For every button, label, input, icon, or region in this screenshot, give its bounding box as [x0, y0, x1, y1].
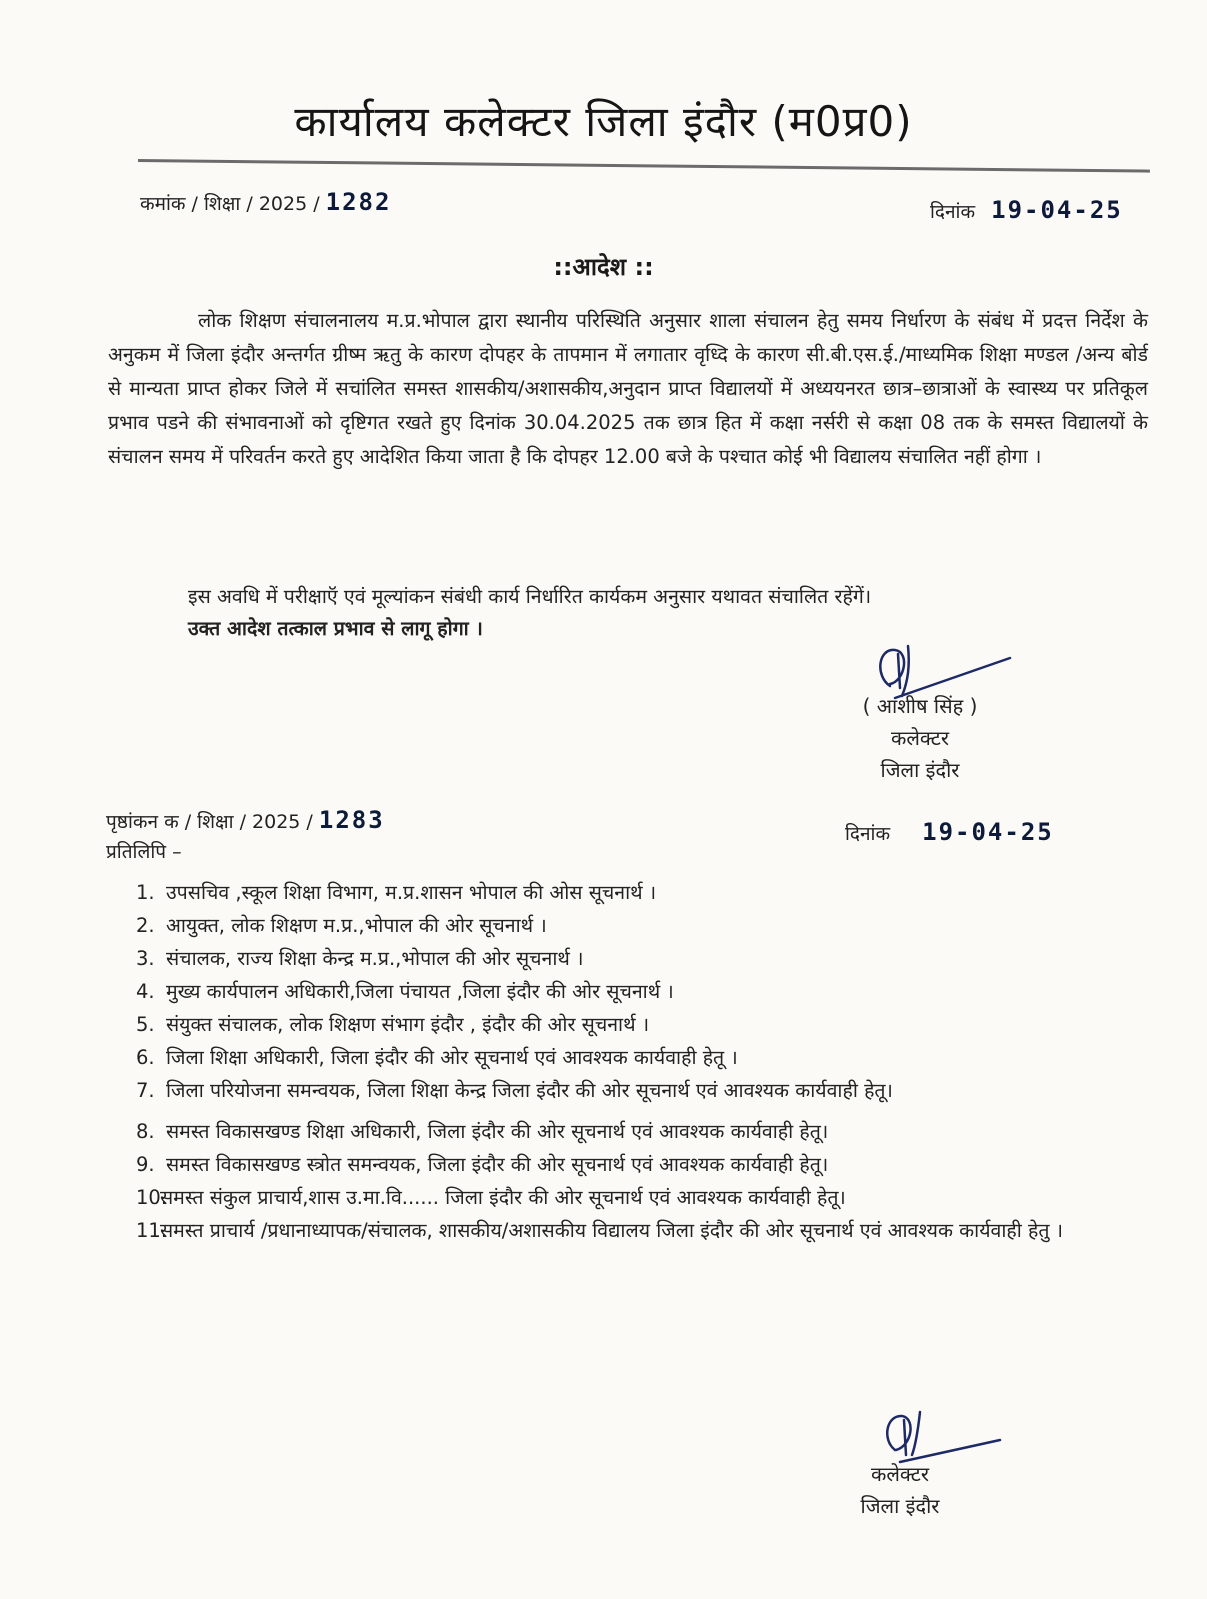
endorsement-signatory-district: जिला इंदौर	[860, 1494, 940, 1518]
endorsement-reference	[106, 806, 385, 834]
list-item: 3. संचालक, राज्य शिक्षा केन्द्र म.प्र.,भोपाल की ओर सूचनार्थ ।	[136, 947, 584, 970]
order-paragraph-1: लोक शिक्षण संचालनालय म.प्र.भोपाल द्वारा स्थानीय परिस्थिति अनुसार शाला संचालन हेतु समय निर्धारण के संबंध में प्रदत्त निर्देश के अनुकम में जिला इंदौर अन्तर्गत ग्रीष्म ऋतु के कारण दोपहर के तापमान में लगातार वृध्दि के कारण सी.बी.एस.ई./माध्यमिक शिक्षा मण्डल /अन्य बोर्ड से मान्यता प्राप्त होकर जिले में सचांलित समस्त शासकीय/अशासकीय,अनुदान प्राप्त विद्यालयों में अध्ययनरत छात्र–छात्राओं के स्वास्थ्य पर प्रतिकूल प्रभाव पडने की संभावनाओं को दृष्टिगत रखते हुए दिनांक 30.04.2025 तक छात्र हित में कक्षा नर्सरी से कक्षा 08 तक के समस्त विद्यालयों के संचालन समय में परिवर्तन करते हुए आदेशित किया जाता है कि दोपहर 12.00 बजे के पश्चात कोई भी विद्यालय संचालित नहीं होगा ।	[108, 309, 1148, 468]
endorsement-signatory-designation: कलेक्टर	[870, 1462, 930, 1486]
list-item: 5. संयुक्त संचालक, लोक शिक्षण संभाग इंदौर , इंदौर की ओर सूचनार्थ ।	[136, 1013, 650, 1036]
list-item: 7. जिला परियोजना समन्वयक, जिला शिक्षा केन्द्र जिला इंदौर की ओर सूचनार्थ एवं आवश्यक कार्यवाही हेतू।	[136, 1079, 893, 1102]
order-heading: ::आदेश ::	[553, 253, 654, 281]
endorsement-ref-number: 1283	[318, 806, 385, 834]
list-item: 9. समस्त विकासखण्ड स्त्रोत समन्वयक, जिला इंदौर की ओर सूचनार्थ एवं आवश्यक कार्यवाही हेतू।	[136, 1153, 829, 1176]
endorsement-date	[845, 818, 1054, 846]
office-title: कार्यालय कलेक्टर जिला इंदौर (म0प्र0)	[294, 97, 913, 146]
list-item: 1. उपसचिव ,स्कूल शिक्षा विभाग, म.प्र.शासन भोपाल की ओस सूचनार्थ ।	[136, 881, 657, 904]
list-item: 8. समस्त विकासखण्ड शिक्षा अधिकारी, जिला इंदौर की ओर सूचनार्थ एवं आवश्यक कार्यवाही हेतू।	[136, 1120, 829, 1143]
endorsement-date-label: दिनांक	[845, 823, 891, 845]
title-divider	[138, 159, 1150, 173]
order-reference	[140, 188, 391, 216]
order-date-value: 19-04-25	[991, 196, 1123, 224]
signatory-designation: कलेक्टर	[890, 726, 950, 750]
order-body	[108, 304, 1148, 474]
order-ref-number: 1282	[325, 188, 392, 216]
copy-to-label: प्रतिलिपि –	[106, 841, 182, 863]
signatory-name: ( आशीष सिंह )	[862, 694, 978, 718]
endorsement-date-value: 19-04-25	[922, 818, 1054, 846]
order-date	[930, 196, 1123, 224]
list-item: 2. आयुक्त, लोक शिक्षण म.प्र.,भोपाल की ओर सूचनार्थ ।	[136, 914, 547, 937]
order-date-label: दिनांक	[930, 201, 976, 223]
copy-list	[136, 876, 1136, 1247]
endorsement-signatory	[830, 1458, 970, 1522]
list-item: 6. जिला शिक्षा अधिकारी, जिला इंदौर की ओर सूचनार्थ एवं आवश्यक कार्यवाही हेतू ।	[136, 1046, 738, 1069]
signatory-district: जिला इंदौर	[880, 758, 960, 782]
list-item: 10. समस्त संकुल प्राचार्य,शास उ.मा.वि...... जिला इंदौर की ओर सूचनार्थ एवं आवश्यक कार्यवाही हेतू।	[136, 1186, 846, 1209]
order-paragraph-2: इस अवधि में परीक्षाऍ एवं मूल्यांकन संबंधी कार्य निर्धारित कार्यकम अनुसार यथावत संचालित रहेंगें।	[188, 585, 872, 608]
endorsement-ref-label: पृष्ठांकन क / शिक्षा / 2025 /	[106, 811, 313, 833]
list-item: 4. मुख्य कार्यपालन अधिकारी,जिला पंचायत ,जिला इंदौर की ओर सूचनार्थ ।	[136, 980, 674, 1003]
order-paragraph-2-wrap	[108, 580, 1148, 614]
order-paragraph-3: उक्त आदेश तत्काल प्रभाव से लागू होगा ।	[188, 617, 483, 640]
order-signatory	[830, 690, 1010, 786]
order-ref-label: कमांक / शिक्षा / 2025 /	[140, 193, 320, 215]
list-item: 11. समस्त प्राचार्य /प्रधानाध्यापक/संचालक, शासकीय/अशासकीय विद्यालय जिला इंदौर की ओर सूचनार्थ एवं आवश्यक कार्यवाही हेतु ।	[136, 1219, 1064, 1242]
